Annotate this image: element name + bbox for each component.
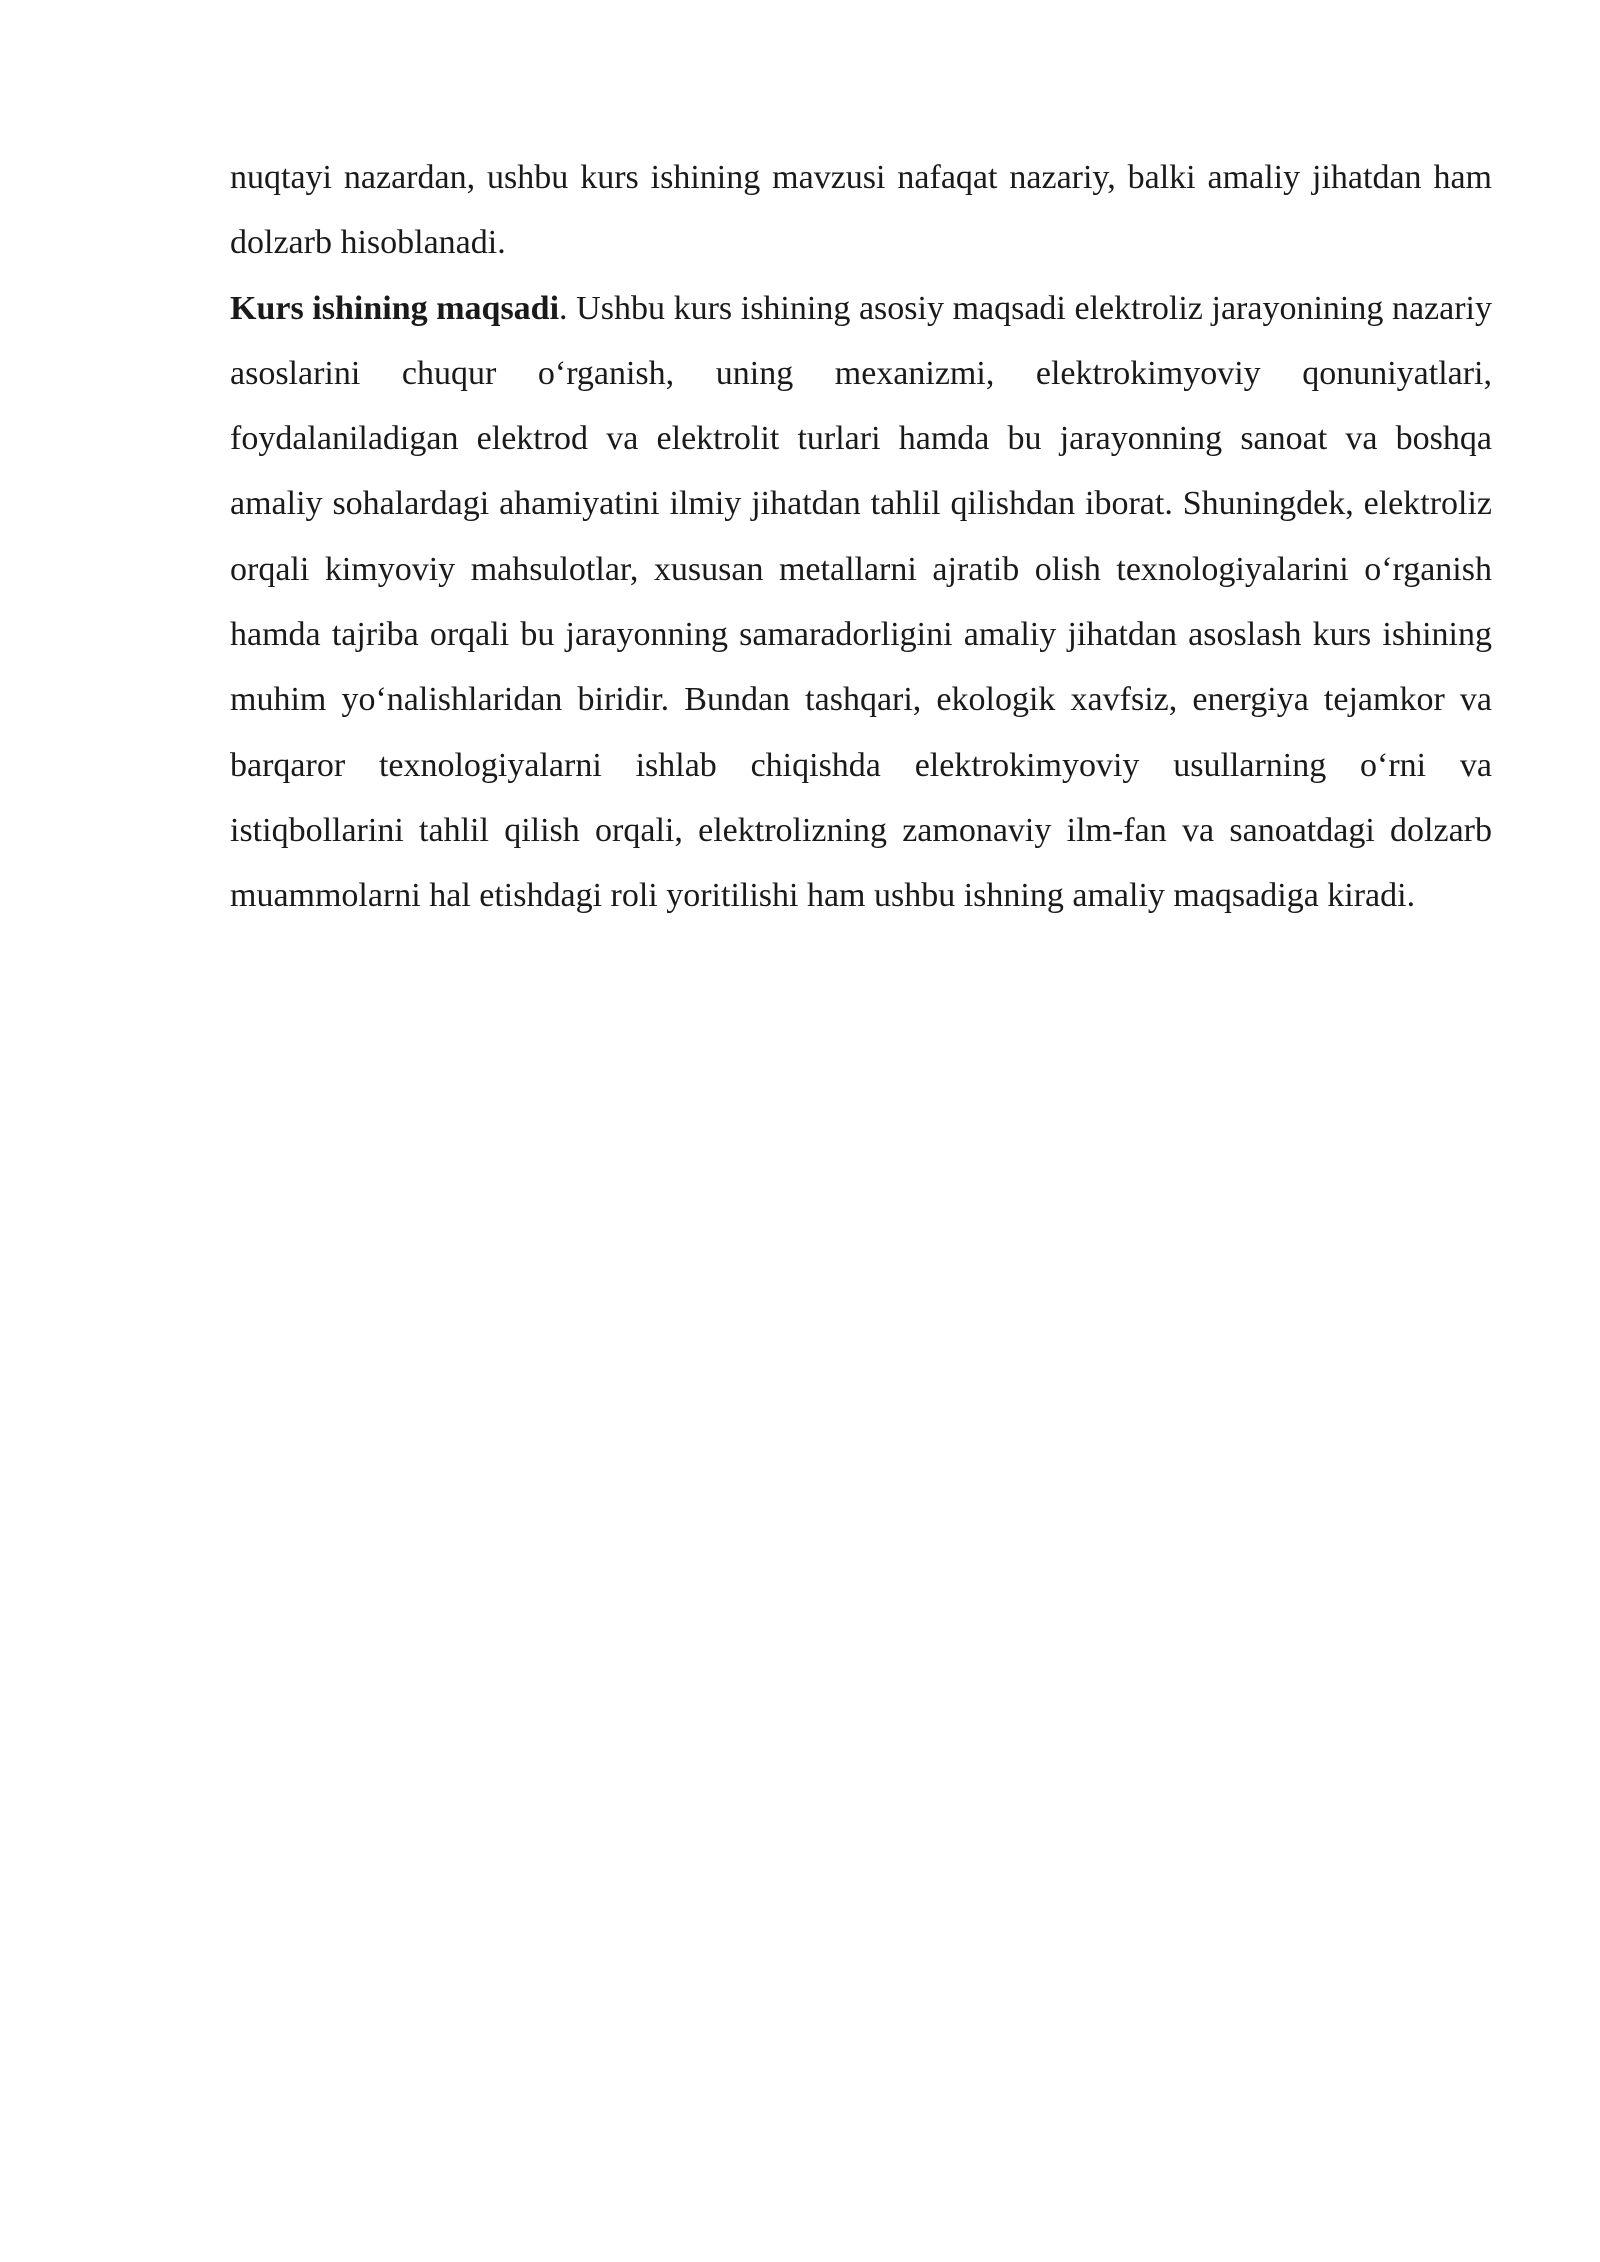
document-body [230,145,1492,929]
section-heading-punct: . [559,289,568,327]
section-body: Ushbu kurs ishining asosiy maqsadi elektroliz jarayonining nazariy asoslarini chuqur o‘rganish, uning mexanizmi, elektrokimyoviy qonuniyatlari, foydalaniladigan elektrod va elektrolit turlari hamda bu jarayonning sanoat va boshqa amaliy sohalardagi ahamiyatini ilmiy jihatdan tahlil qilishdan iborat. Shuningdek, elektroliz orqali kimyoviy mahsulotlar, xususan metallarni ajratib olish texnologiyalarini o‘rganish hamda tajriba orqali bu jarayonning samaradorligini amaliy jihatdan asoslash kurs ishining muhim yo‘nalishlaridan biridir. Bundan tashqari, ekologik xavfsiz, energiya tejamkor va barqaror texnologiyalarni ishlab chiqishda elektrokimyoviy usullarning o‘rni va istiqbollarini tahlil qilish orqali, elektrolizning zamonaviy ilm-fan va sanoatdagi dolzarb muammolarni hal etishdagi roli yoritilishi ham ushbu ishning amaliy maqsadiga kiradi. [230,289,1493,915]
section-heading: Kurs ishining maqsadi [230,289,560,327]
purpose-paragraph [230,276,1492,929]
continued-paragraph: nuqtayi nazardan, ushbu kurs ishining mavzusi nafaqat nazariy, balki amaliy jihatdan ham dolzarb hisoblanadi. [230,159,1492,262]
